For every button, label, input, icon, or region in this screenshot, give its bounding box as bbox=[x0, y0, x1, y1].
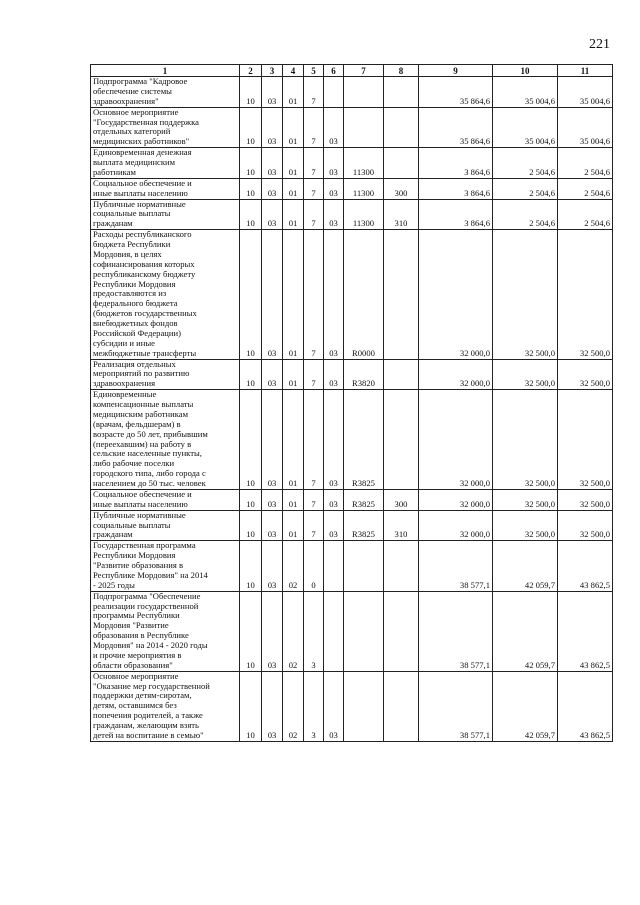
row-value-cell: 3 bbox=[304, 671, 324, 741]
row-value-cell: 38 577,1 bbox=[419, 591, 493, 671]
row-value-cell: 32 000,0 bbox=[419, 230, 493, 359]
row-value-cell: 7 bbox=[304, 230, 324, 359]
column-header: 10 bbox=[493, 65, 558, 77]
row-value-cell: 03 bbox=[262, 489, 283, 510]
row-value-cell: 10 bbox=[240, 510, 262, 541]
row-value-cell bbox=[324, 591, 344, 671]
row-value-cell: 03 bbox=[262, 199, 283, 230]
table-row bbox=[91, 178, 613, 199]
row-value-cell: 35 004,6 bbox=[493, 77, 558, 108]
row-name-cell: Государственная программа Республики Мордовия "Развитие образования в Республике Мордовия" на 2014 - 2025 годы bbox=[91, 541, 240, 591]
row-value-cell bbox=[384, 359, 419, 390]
row-value-cell: 01 bbox=[283, 510, 304, 541]
row-value-cell: 03 bbox=[324, 489, 344, 510]
row-value-cell: 3 bbox=[304, 591, 324, 671]
column-header: 8 bbox=[384, 65, 419, 77]
row-value-cell: 2 504,6 bbox=[493, 178, 558, 199]
row-value-cell: 10 bbox=[240, 178, 262, 199]
row-value-cell: R3820 bbox=[344, 359, 384, 390]
row-value-cell: 01 bbox=[283, 230, 304, 359]
row-name-cell: Подпрограмма "Кадровое обеспечение системы здравоохранения" bbox=[91, 77, 240, 108]
row-value-cell bbox=[324, 541, 344, 591]
row-value-cell bbox=[344, 541, 384, 591]
table-row bbox=[91, 591, 613, 671]
column-header: 9 bbox=[419, 65, 493, 77]
row-value-cell: 32 500,0 bbox=[558, 390, 613, 490]
row-value-cell: 2 504,6 bbox=[558, 178, 613, 199]
column-header: 4 bbox=[283, 65, 304, 77]
row-value-cell: R3825 bbox=[344, 489, 384, 510]
row-value-cell: 43 862,5 bbox=[558, 541, 613, 591]
row-value-cell: 03 bbox=[262, 541, 283, 591]
row-name-cell: Единовременные компенсационные выплаты медицинским работникам (врачам, фельдшерам) в возрасте до 50 лет, прибывшим (переехавшим) на работу в сельские населенные пункты, либо рабочие поселки городского типа, либо города с населением до 50 тыс. человек bbox=[91, 390, 240, 490]
row-value-cell: 43 862,5 bbox=[558, 591, 613, 671]
row-value-cell: 02 bbox=[283, 671, 304, 741]
table-row bbox=[91, 199, 613, 230]
column-header: 7 bbox=[344, 65, 384, 77]
row-value-cell: 300 bbox=[384, 178, 419, 199]
table-row bbox=[91, 510, 613, 541]
table-row bbox=[91, 390, 613, 490]
row-value-cell: 03 bbox=[324, 199, 344, 230]
table-row bbox=[91, 77, 613, 108]
row-value-cell: 03 bbox=[262, 390, 283, 490]
row-value-cell: 7 bbox=[304, 148, 324, 179]
row-value-cell: 32 500,0 bbox=[493, 230, 558, 359]
row-value-cell: 42 059,7 bbox=[493, 541, 558, 591]
row-name-cell: Расходы республиканского бюджета Республики Мордовия, в целях софинансирования которых республиканскому бюджету Республики Мордовия предоставляются из федерального бюджета (бюджетов государственных внебюджетных фондов Российской Федерации) субсидии и иные межбюджетные трансферты bbox=[91, 230, 240, 359]
row-value-cell: 10 bbox=[240, 359, 262, 390]
row-value-cell: 2 504,6 bbox=[558, 199, 613, 230]
row-value-cell: 02 bbox=[283, 591, 304, 671]
row-value-cell bbox=[344, 77, 384, 108]
row-value-cell: 35 004,6 bbox=[558, 107, 613, 148]
row-value-cell: 7 bbox=[304, 489, 324, 510]
row-value-cell: 10 bbox=[240, 489, 262, 510]
row-value-cell: 38 577,1 bbox=[419, 671, 493, 741]
row-value-cell: 03 bbox=[324, 359, 344, 390]
row-value-cell: 7 bbox=[304, 510, 324, 541]
row-value-cell: 03 bbox=[324, 148, 344, 179]
column-header: 11 bbox=[558, 65, 613, 77]
row-value-cell: 32 500,0 bbox=[558, 489, 613, 510]
row-value-cell: 32 500,0 bbox=[493, 510, 558, 541]
row-value-cell: 03 bbox=[324, 178, 344, 199]
row-value-cell bbox=[384, 107, 419, 148]
row-value-cell bbox=[344, 671, 384, 741]
row-value-cell: 32 000,0 bbox=[419, 390, 493, 490]
row-value-cell: 32 500,0 bbox=[558, 359, 613, 390]
row-value-cell: 01 bbox=[283, 107, 304, 148]
row-value-cell: 7 bbox=[304, 359, 324, 390]
row-value-cell: 03 bbox=[324, 390, 344, 490]
row-value-cell bbox=[384, 591, 419, 671]
row-value-cell: 11300 bbox=[344, 199, 384, 230]
row-value-cell: 01 bbox=[283, 199, 304, 230]
row-value-cell: 03 bbox=[262, 510, 283, 541]
row-value-cell: 11300 bbox=[344, 178, 384, 199]
row-value-cell: 10 bbox=[240, 591, 262, 671]
column-header: 1 bbox=[91, 65, 240, 77]
row-value-cell: 2 504,6 bbox=[493, 199, 558, 230]
column-header: 2 bbox=[240, 65, 262, 77]
row-value-cell: 35 004,6 bbox=[493, 107, 558, 148]
row-value-cell bbox=[324, 77, 344, 108]
row-value-cell: 10 bbox=[240, 77, 262, 108]
row-value-cell: 38 577,1 bbox=[419, 541, 493, 591]
row-value-cell: 03 bbox=[262, 359, 283, 390]
row-value-cell: 10 bbox=[240, 199, 262, 230]
row-name-cell: Реализация отдельных мероприятий по развитию здравоохранения bbox=[91, 359, 240, 390]
table-row bbox=[91, 541, 613, 591]
row-value-cell: 01 bbox=[283, 77, 304, 108]
row-value-cell: R0000 bbox=[344, 230, 384, 359]
header-row bbox=[91, 65, 613, 77]
row-value-cell: 03 bbox=[324, 230, 344, 359]
row-value-cell: 03 bbox=[324, 671, 344, 741]
row-value-cell: 7 bbox=[304, 178, 324, 199]
table-row bbox=[91, 107, 613, 148]
row-value-cell: 03 bbox=[262, 671, 283, 741]
row-value-cell: 310 bbox=[384, 199, 419, 230]
row-value-cell: 02 bbox=[283, 541, 304, 591]
row-value-cell: 35 864,6 bbox=[419, 107, 493, 148]
column-header: 3 bbox=[262, 65, 283, 77]
budget-table bbox=[90, 64, 613, 742]
row-value-cell: 3 864,6 bbox=[419, 178, 493, 199]
row-value-cell: 03 bbox=[262, 591, 283, 671]
row-value-cell: 32 000,0 bbox=[419, 489, 493, 510]
row-value-cell bbox=[384, 390, 419, 490]
page-number: 221 bbox=[589, 37, 610, 52]
row-name-cell: Публичные нормативные социальные выплаты гражданам bbox=[91, 199, 240, 230]
table-row bbox=[91, 671, 613, 741]
row-value-cell: R3825 bbox=[344, 390, 384, 490]
row-value-cell bbox=[384, 148, 419, 179]
row-value-cell bbox=[384, 77, 419, 108]
row-value-cell: 43 862,5 bbox=[558, 671, 613, 741]
row-value-cell: 32 000,0 bbox=[419, 359, 493, 390]
row-value-cell: 01 bbox=[283, 359, 304, 390]
row-value-cell: 01 bbox=[283, 390, 304, 490]
row-name-cell: Основное мероприятие "Государственная поддержка отдельных категорий медицинских работников" bbox=[91, 107, 240, 148]
row-name-cell: Публичные нормативные социальные выплаты гражданам bbox=[91, 510, 240, 541]
row-value-cell: 7 bbox=[304, 77, 324, 108]
row-value-cell: R3825 bbox=[344, 510, 384, 541]
row-value-cell: 01 bbox=[283, 178, 304, 199]
row-value-cell: 7 bbox=[304, 107, 324, 148]
table-row bbox=[91, 148, 613, 179]
row-value-cell: 32 500,0 bbox=[493, 489, 558, 510]
row-value-cell: 32 500,0 bbox=[493, 390, 558, 490]
row-value-cell: 03 bbox=[262, 107, 283, 148]
table-row bbox=[91, 489, 613, 510]
row-value-cell: 03 bbox=[262, 77, 283, 108]
row-name-cell: Социальное обеспечение и иные выплаты населению bbox=[91, 489, 240, 510]
row-value-cell: 35 864,6 bbox=[419, 77, 493, 108]
row-name-cell: Единовременная денежная выплата медицинским работникам bbox=[91, 148, 240, 179]
row-value-cell: 10 bbox=[240, 671, 262, 741]
table-row bbox=[91, 359, 613, 390]
column-header: 6 bbox=[324, 65, 344, 77]
row-value-cell: 7 bbox=[304, 390, 324, 490]
row-value-cell bbox=[384, 541, 419, 591]
row-value-cell: 310 bbox=[384, 510, 419, 541]
row-value-cell: 03 bbox=[262, 148, 283, 179]
row-value-cell: 7 bbox=[304, 199, 324, 230]
row-value-cell: 10 bbox=[240, 230, 262, 359]
row-value-cell: 3 864,6 bbox=[419, 148, 493, 179]
row-value-cell: 32 500,0 bbox=[558, 510, 613, 541]
row-value-cell: 10 bbox=[240, 107, 262, 148]
row-value-cell bbox=[384, 671, 419, 741]
row-value-cell: 0 bbox=[304, 541, 324, 591]
row-value-cell: 3 864,6 bbox=[419, 199, 493, 230]
row-value-cell: 03 bbox=[324, 107, 344, 148]
row-value-cell: 42 059,7 bbox=[493, 671, 558, 741]
row-value-cell: 03 bbox=[324, 510, 344, 541]
row-value-cell: 10 bbox=[240, 390, 262, 490]
row-value-cell: 03 bbox=[262, 230, 283, 359]
table-row bbox=[91, 230, 613, 359]
row-value-cell: 11300 bbox=[344, 148, 384, 179]
row-name-cell: Основное мероприятие "Оказание мер государственной поддержки детям-сиротам, детям, оставшимся без попечения родителей, а также гражданам, желающим взять детей на воспитание в семью" bbox=[91, 671, 240, 741]
row-value-cell: 32 500,0 bbox=[493, 359, 558, 390]
row-value-cell: 10 bbox=[240, 541, 262, 591]
row-value-cell: 03 bbox=[262, 178, 283, 199]
row-value-cell: 300 bbox=[384, 489, 419, 510]
row-value-cell: 2 504,6 bbox=[493, 148, 558, 179]
row-value-cell: 42 059,7 bbox=[493, 591, 558, 671]
row-value-cell: 01 bbox=[283, 148, 304, 179]
row-value-cell: 35 004,6 bbox=[558, 77, 613, 108]
row-value-cell: 32 500,0 bbox=[558, 230, 613, 359]
row-name-cell: Социальное обеспечение и иные выплаты населению bbox=[91, 178, 240, 199]
row-value-cell bbox=[344, 591, 384, 671]
column-header: 5 bbox=[304, 65, 324, 77]
row-value-cell: 10 bbox=[240, 148, 262, 179]
row-value-cell bbox=[344, 107, 384, 148]
row-value-cell: 2 504,6 bbox=[558, 148, 613, 179]
row-name-cell: Подпрограмма "Обеспечение реализации государственной программы Республики Мордовия "Развитие образования в Республике Мордовия" на 2014 - 2020 годы и прочие мероприятия в области образования" bbox=[91, 591, 240, 671]
row-value-cell: 01 bbox=[283, 489, 304, 510]
row-value-cell: 32 000,0 bbox=[419, 510, 493, 541]
row-value-cell bbox=[384, 230, 419, 359]
